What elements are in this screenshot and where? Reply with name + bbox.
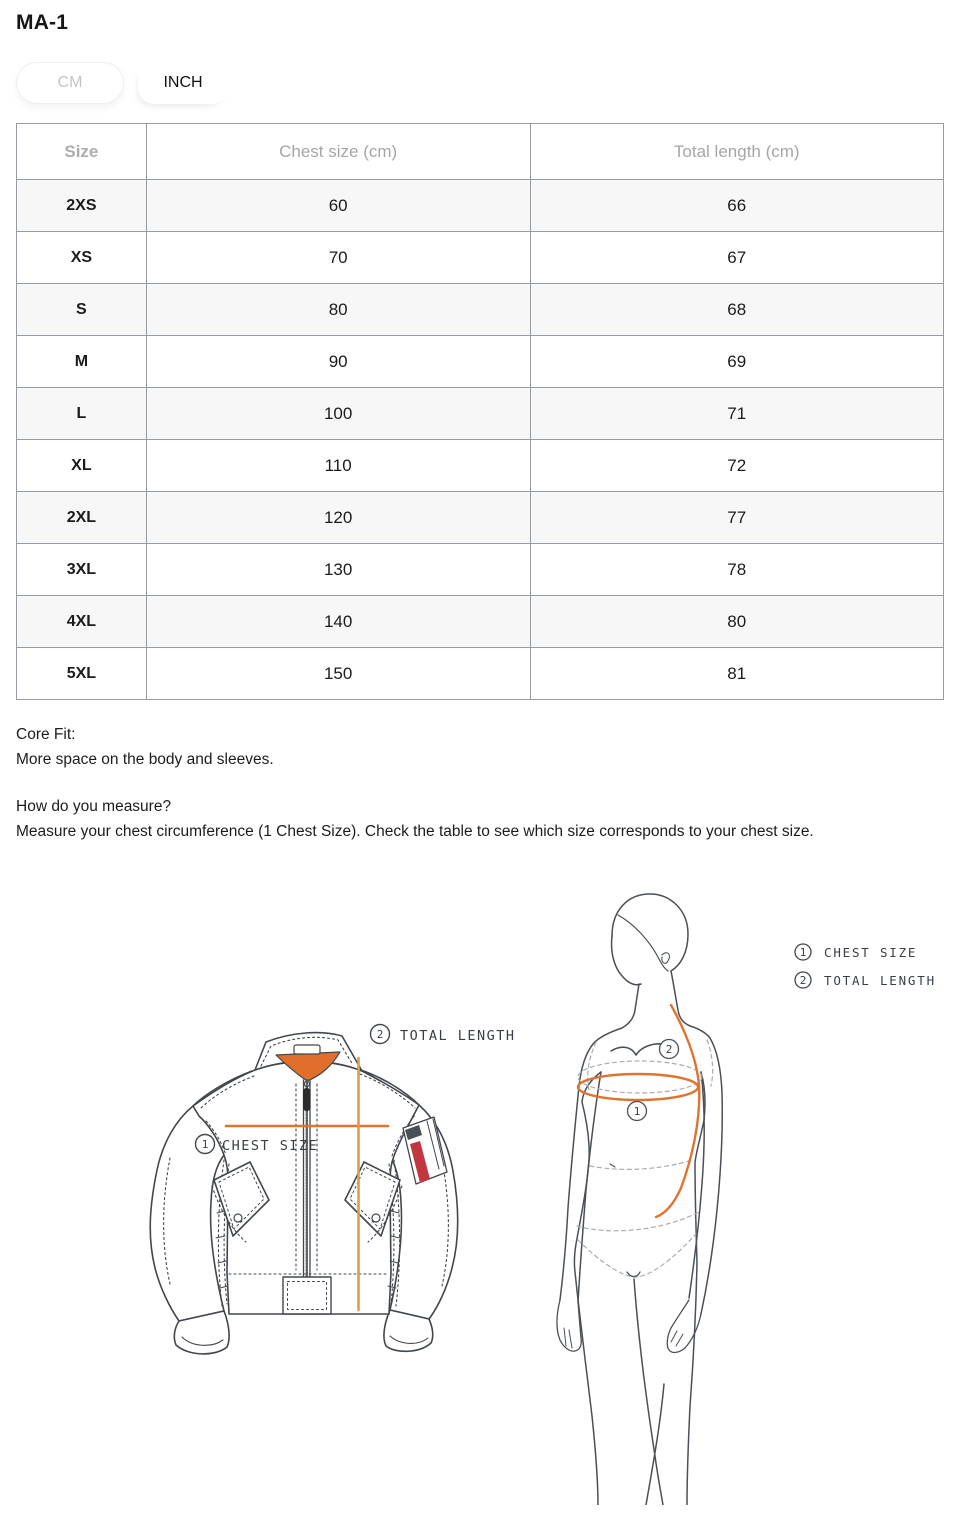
size-cell: 5XL <box>17 648 147 700</box>
chest-cell: 90 <box>146 336 530 388</box>
size-cell: L <box>17 388 147 440</box>
table-row <box>17 232 944 284</box>
figure-length-marker-num: 2 <box>665 1043 673 1056</box>
fit-notes <box>16 722 944 844</box>
length-cell: 72 <box>530 440 943 492</box>
unit-toggle <box>16 62 944 104</box>
chest-cell: 130 <box>146 544 530 596</box>
length-cell: 71 <box>530 388 943 440</box>
fit-text: More space on the body and sleeves. <box>16 751 274 768</box>
size-cell: 2XS <box>17 180 147 232</box>
length-cell: 81 <box>530 648 943 700</box>
size-column-header: Size <box>17 124 147 180</box>
size-cell: M <box>17 336 147 388</box>
size-guide-diagram <box>0 858 960 1505</box>
table-row <box>17 544 944 596</box>
figure-markers <box>628 1040 679 1121</box>
table-row <box>17 648 944 700</box>
figure-chest-line <box>578 1074 698 1100</box>
table-row <box>17 284 944 336</box>
chest-cell: 80 <box>146 284 530 336</box>
size-cell: 2XL <box>17 492 147 544</box>
table-row <box>17 440 944 492</box>
chest-cell: 140 <box>146 596 530 648</box>
chest-cell: 150 <box>146 648 530 700</box>
length-cell: 69 <box>530 336 943 388</box>
cm-toggle-button[interactable]: CM <box>16 62 124 104</box>
zipper-pull <box>303 1088 311 1111</box>
chest-cell: 120 <box>146 492 530 544</box>
size-cell: 3XL <box>17 544 147 596</box>
length-cell: 77 <box>530 492 943 544</box>
jacket-illustration <box>150 1033 458 1354</box>
figure-length-line <box>656 1005 699 1217</box>
table-header-row <box>17 124 944 180</box>
hanger-loop <box>294 1045 320 1054</box>
page-title: MA-1 <box>16 11 69 34</box>
chest-column-header: Chest size (cm) <box>146 124 530 180</box>
size-chart-table <box>16 123 944 700</box>
jacket-total-length-label: TOTAL LENGTH <box>400 1028 516 1044</box>
table-row <box>17 492 944 544</box>
chest-size-marker-num: 1 <box>201 1138 209 1151</box>
size-cell: S <box>17 284 147 336</box>
chest-cell: 110 <box>146 440 530 492</box>
measurement-illustration <box>0 858 960 1505</box>
figure-chest-marker-num: 1 <box>633 1105 641 1118</box>
table-row <box>17 388 944 440</box>
size-cell: XS <box>17 232 147 284</box>
jacket-chest-size-label: CHEST SIZE <box>222 1138 319 1154</box>
table-row <box>17 336 944 388</box>
legend-length-label: TOTAL LENGTH <box>824 973 936 988</box>
legend-chest-label: CHEST SIZE <box>824 945 918 960</box>
measure-text: Measure your chest circumference (1 Chest Size). Check the table to see which size corresponds to your chest size. <box>16 823 814 840</box>
length-cell: 67 <box>530 232 943 284</box>
table-row <box>17 596 944 648</box>
chest-cell: 100 <box>146 388 530 440</box>
length-cell: 68 <box>530 284 943 336</box>
total-length-marker-num: 2 <box>376 1028 384 1041</box>
length-column-header: Total length (cm) <box>530 124 943 180</box>
length-cell: 80 <box>530 596 943 648</box>
chest-cell: 60 <box>146 180 530 232</box>
body-figure-illustration <box>557 894 722 1505</box>
legend-chest-num: 1 <box>799 946 807 959</box>
legend-length-num: 2 <box>799 974 807 987</box>
length-cell: 66 <box>530 180 943 232</box>
size-cell: XL <box>17 440 147 492</box>
size-cell: 4XL <box>17 596 147 648</box>
chest-cell: 70 <box>146 232 530 284</box>
fit-title: Core Fit: <box>16 726 76 743</box>
measure-title: How do you measure? <box>16 798 172 815</box>
diagram-legend <box>795 944 936 988</box>
table-row <box>17 180 944 232</box>
inch-toggle-button[interactable]: INCH <box>138 62 228 104</box>
length-cell: 78 <box>530 544 943 596</box>
